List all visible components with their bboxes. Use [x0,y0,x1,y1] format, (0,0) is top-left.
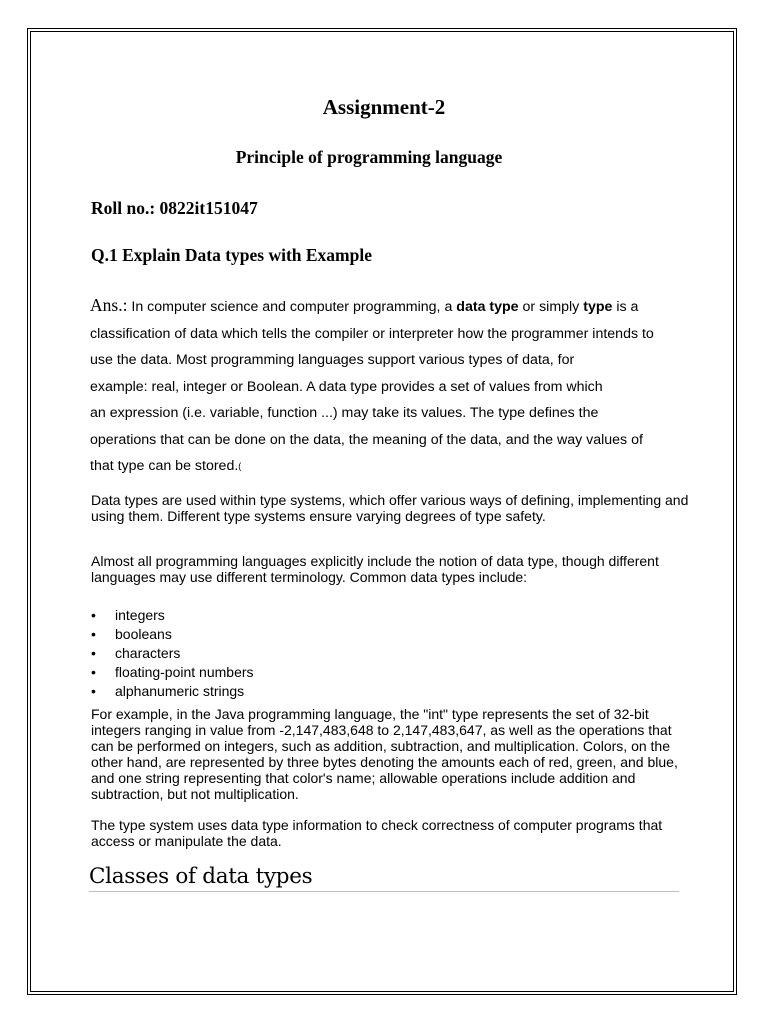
list-item: • characters [91,645,181,661]
answer-line-5: an expression (i.e. variable, function ...) may take its values. The type defines the [90,405,599,421]
list-item: • booleans [91,626,172,642]
list-item: • floating-point numbers [91,664,254,680]
bullet-icon: • [91,626,96,642]
answer-text: is a [612,299,639,315]
bullet-icon: • [91,664,96,680]
paragraph-type-systems: Data types are used within type systems, which offer various ways of defining, implementing and using them. Different type systems ensure varying degrees of type safety. [91,492,689,524]
data-types-list [91,606,254,701]
footnote-marker: ( [238,461,242,471]
paragraph-java-example: For example, in the Java programming language, the "int" type represents the set of 32-bit integers ranging in value from -2,147,483,648 to 2,147,483,647, as well as the operations that can be performed on integers, such as addition, subtraction, and multiplication. Colors, on the other hand, are represented by three bytes denoting the amounts each of red, green, and blue, and one string representing that color's name; allowable operations include addition and subtraction, but not multiplication. [91,706,678,802]
page-title: Assignment-2 [322,95,446,119]
bullet-icon: • [91,683,96,699]
bullet-icon: • [91,607,96,623]
answer-block [90,292,690,480]
bullet-icon: • [91,645,96,661]
answer-line-6: operations that can be done on the data, the meaning of the data, and the way values of [90,431,643,448]
answer-line-7 [90,453,690,480]
answer-line-3: use the data. Most programming languages support various types of data, for [90,352,575,368]
answer-term-type: type [583,299,613,315]
answer-label: Ans.: [90,295,128,315]
answer-line-2: classification of data which tells the compiler or interpreter how the programmer intends to [90,325,654,342]
subtitle: Principle of programming language [235,147,503,167]
answer-term-data-type: data type [456,299,519,315]
answer-line-4: example: real, integer or Boolean. A data type provides a set of values from which [90,378,603,395]
paragraph-type-system: The type system uses data type information to check correctness of computer programs that access or manipulate the data. [91,817,663,849]
answer-text: or simply [518,299,584,315]
list-item: • integers [91,607,165,623]
answer-text: In computer science and computer programming, a [127,299,457,315]
roll-number: Roll no.: 0822it151047 [91,198,258,218]
list-item: • alphanumeric strings [91,683,245,699]
section-heading: Classes of data types [89,864,679,892]
answer-line-1 [90,292,690,321]
question-heading: Q.1 Explain Data types with Example [91,245,372,265]
paragraph-common-types: Almost all programming languages explicitly include the notion of data type, though different languages may use different terminology. Common data types include: [91,553,659,585]
answer-line-7-text: that type can be stored. [90,458,239,474]
